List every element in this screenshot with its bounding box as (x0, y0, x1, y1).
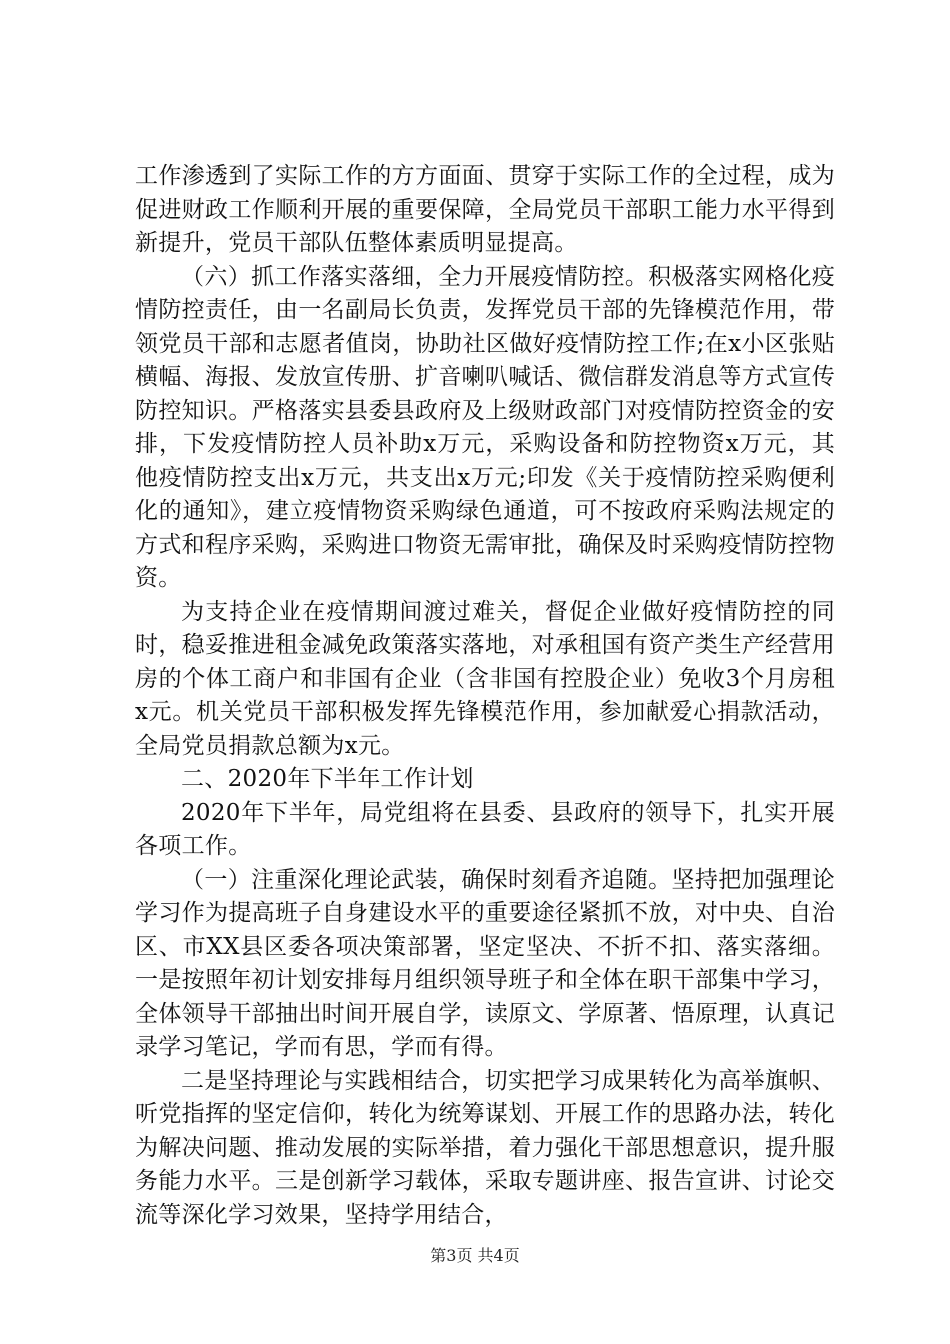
document-body (135, 160, 835, 1232)
paragraph-5: 2020年下半年，局党组将在县委、县政府的领导下，扎实开展各项工作。 (135, 799, 835, 859)
paragraph-6: （一）注重深化理论武装，确保时刻看齐追随。坚持把加强理论学习作为提高班子自身建设水平的重要途径紧抓不放，对中央、自治区、市XX县区委各项决策部署，坚定坚决、不折不扣、落实落细。一是按照年初计划安排每月组织领导班子和全体在职干部集中学习，全体领导干部抽出时间开展自学，读原文、学原著、悟原理，认真记录学习笔记，学而有思，学而有得。 (135, 866, 835, 1060)
paragraph-3: 为支持企业在疫情期间渡过难关，督促企业做好疫情防控的同时，稳妥推进租金减免政策落实落地，对承租国有资产类生产经营用房的个体工商户和非国有企业（含非国有控股企业）免收3个月房租x元。机关党员干部积极发挥先锋模范作用，参加献爱心捐款活动，全局党员捐款总额为x元。 (135, 598, 835, 759)
section-heading: 二、2020年下半年工作计划 (181, 766, 474, 792)
paragraph-1: 工作渗透到了实际工作的方方面面、贯穿于实际工作的全过程，成为促进财政工作顺利开展的重要保障，全局党员干部职工能力水平得到新提升，党员干部队伍整体素质明显提高。 (135, 163, 835, 256)
page-number-footer: 第3页 共4页 (430, 1246, 520, 1265)
paragraph-2: （六）抓工作落实落细，全力开展疫情防控。积极落实网格化疫情防控责任，由一名副局长负责，发挥党员干部的先锋模范作用，带领党员干部和志愿者值岗，协助社区做好疫情防控工作;在x小区张贴横幅、海报、发放宣传册、扩音喇叭喊话、微信群发消息等方式宣传防控知识。严格落实县委县政府及上级财政部门对疫情防控资金的安排，下发疫情防控人员补助x万元，采购设备和防控物资x万元，其他疫情防控支出x万元，共支出x万元;印发《关于疫情防控采购便利化的通知》，建立疫情物资采购绿色通道，可不按政府采购法规定的方式和程序采购，采购进口物资无需审批，确保及时采购疫情防控物资。 (135, 263, 835, 591)
paragraph-7: 二是坚持理论与实践相结合，切实把学习成果转化为高举旗帜、听党指挥的坚定信仰，转化为统筹谋划、开展工作的思路办法，转化为解决问题、推动发展的实际举措，着力强化干部思想意识，提升服务能力水平。三是创新学习载体，采取专题讲座、报告宣讲、讨论交流等深化学习效果，坚持学用结合， (135, 1067, 835, 1228)
